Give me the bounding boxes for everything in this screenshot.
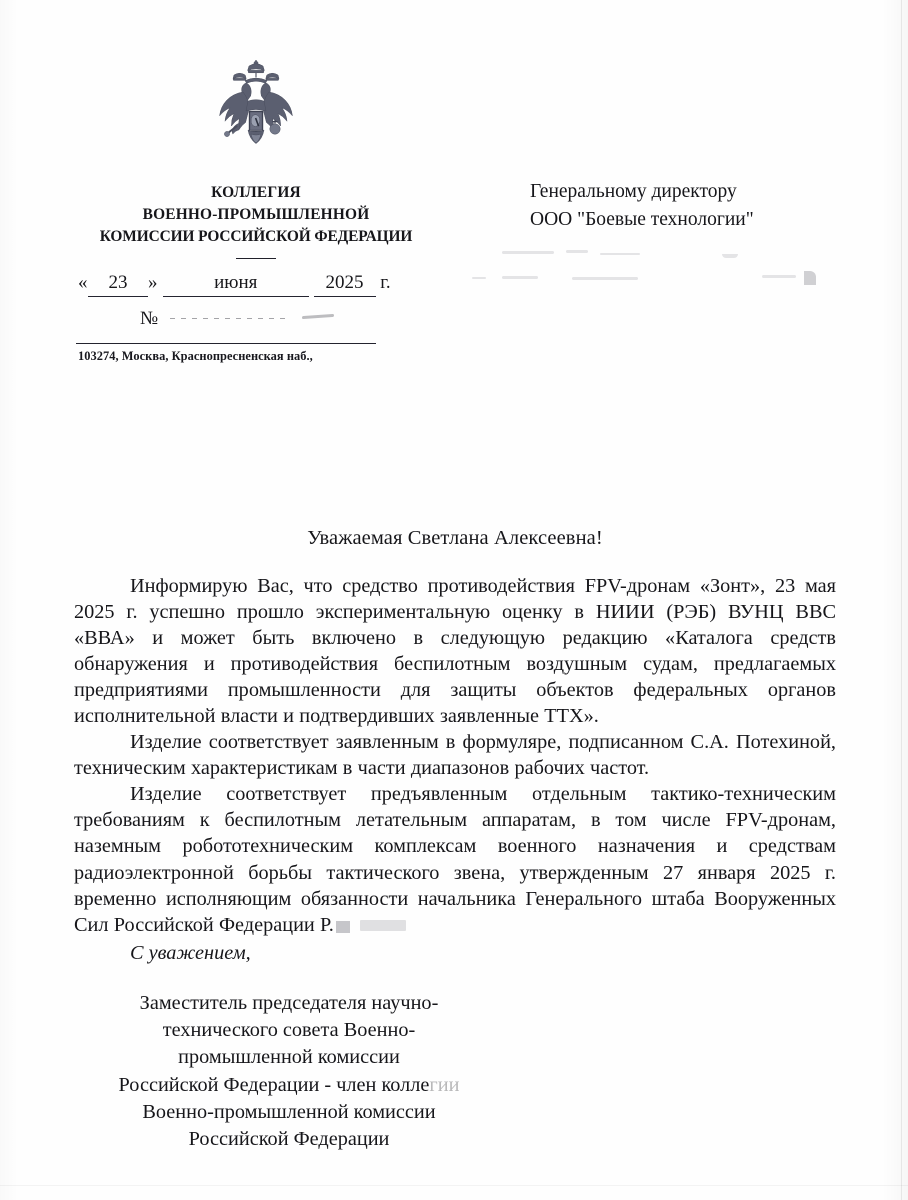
closing-regards: С уважением, bbox=[130, 941, 251, 964]
salutation: Уважаемая Светлана Алексеевна! bbox=[307, 527, 603, 549]
letterhead bbox=[72, 56, 440, 364]
letterhead-divider-rule bbox=[236, 258, 276, 260]
date-month-field[interactable]: июня bbox=[163, 272, 309, 297]
signature-line-4 bbox=[74, 1072, 504, 1099]
signature-line-2: технического совета Военно- bbox=[162, 1019, 416, 1042]
organization-title bbox=[72, 182, 440, 249]
signature-line-5: Военно-промышленной комиссии bbox=[142, 1100, 436, 1123]
page-edge-bottom bbox=[0, 1185, 908, 1186]
russian-coat-of-arms-double-headed-eagle-icon bbox=[210, 56, 302, 160]
org-title-line-1: КОЛЛЕГИЯ bbox=[211, 184, 301, 201]
signature-block bbox=[74, 990, 504, 1153]
body-paragraph-1: Информирую Вас, что средство противодействия FPV-дронам «Зонт», 23 мая 2025 г. успешно прошло экспериментальную оценку в НИИИ (РЭБ) ВУНЦ ВВС «ВВА» и может быть включено в следующую редакцию «Каталога средств обнаружения и противодействия беспилотным воздушным судам, предлагаемых предприятиями промышленности для защиты объектов федеральных органов исполнительной власти и подтвердивших заявленные ТТХ». bbox=[74, 574, 836, 728]
signature-line-3: промышленной комиссии bbox=[178, 1046, 400, 1069]
date-close-quote: » bbox=[148, 272, 158, 294]
page-edge-right bbox=[901, 0, 902, 1200]
letterhead-address: 103274, Москва, Краснопресненская наб., bbox=[78, 349, 313, 364]
signature-line-1: Заместитель председателя научно- bbox=[139, 992, 439, 1014]
signature-line-6: Российской Федерации bbox=[188, 1127, 390, 1150]
letter-body bbox=[74, 525, 836, 966]
date-year-suffix: г. bbox=[380, 272, 391, 294]
date-day-field[interactable]: 23 bbox=[88, 272, 148, 297]
date-open-quote: « bbox=[78, 272, 88, 294]
body-paragraph-3-text: Изделие соответствует предъявленным отдельным тактико-техническим требованиям к беспилотным летательным аппаратам, в том числе FPV-дронам, наземным робототехническим комплексам военного назначения и средствам радиоэлектронной борьбы тактического звена, утвержденным 27 января 2025 г. временно исполняющим обязанности начальника Генерального штаба Вооруженных Сил Российской Федерации Р. bbox=[74, 783, 836, 936]
signature-line-4-faded: гии bbox=[429, 1073, 460, 1096]
document-number-line bbox=[72, 308, 440, 330]
addressee-line-1: Генеральному директору bbox=[530, 181, 737, 202]
body-paragraph-3-redacted-name bbox=[334, 919, 446, 934]
addressee-block bbox=[530, 178, 870, 287]
addressee-line-2: ООО "Боевые технологии" bbox=[530, 208, 754, 230]
body-paragraph-3 bbox=[74, 781, 836, 937]
date-year-field[interactable]: 2025 bbox=[314, 272, 376, 297]
org-title-line-2: ВОЕННО-ПРОМЫШЛЕННОЙ bbox=[142, 206, 370, 224]
document-date-line bbox=[72, 272, 440, 297]
address-separator-rule bbox=[76, 343, 376, 344]
document-number-label: № bbox=[140, 307, 159, 329]
document-number-redacted-value[interactable] bbox=[166, 311, 342, 325]
addressee-redacted-name bbox=[472, 241, 828, 287]
org-title-line-3: КОМИССИИ РОССИЙСКОЙ ФЕДЕРАЦИИ bbox=[99, 228, 413, 246]
body-paragraph-2: Изделие соответствует заявленным в формуляре, подписанном С.А. Потехиной, техническим характеристикам в части диапазонов рабочих частот. bbox=[74, 731, 836, 780]
signature-line-4-main: Российской Федерации - член колле bbox=[118, 1073, 430, 1096]
